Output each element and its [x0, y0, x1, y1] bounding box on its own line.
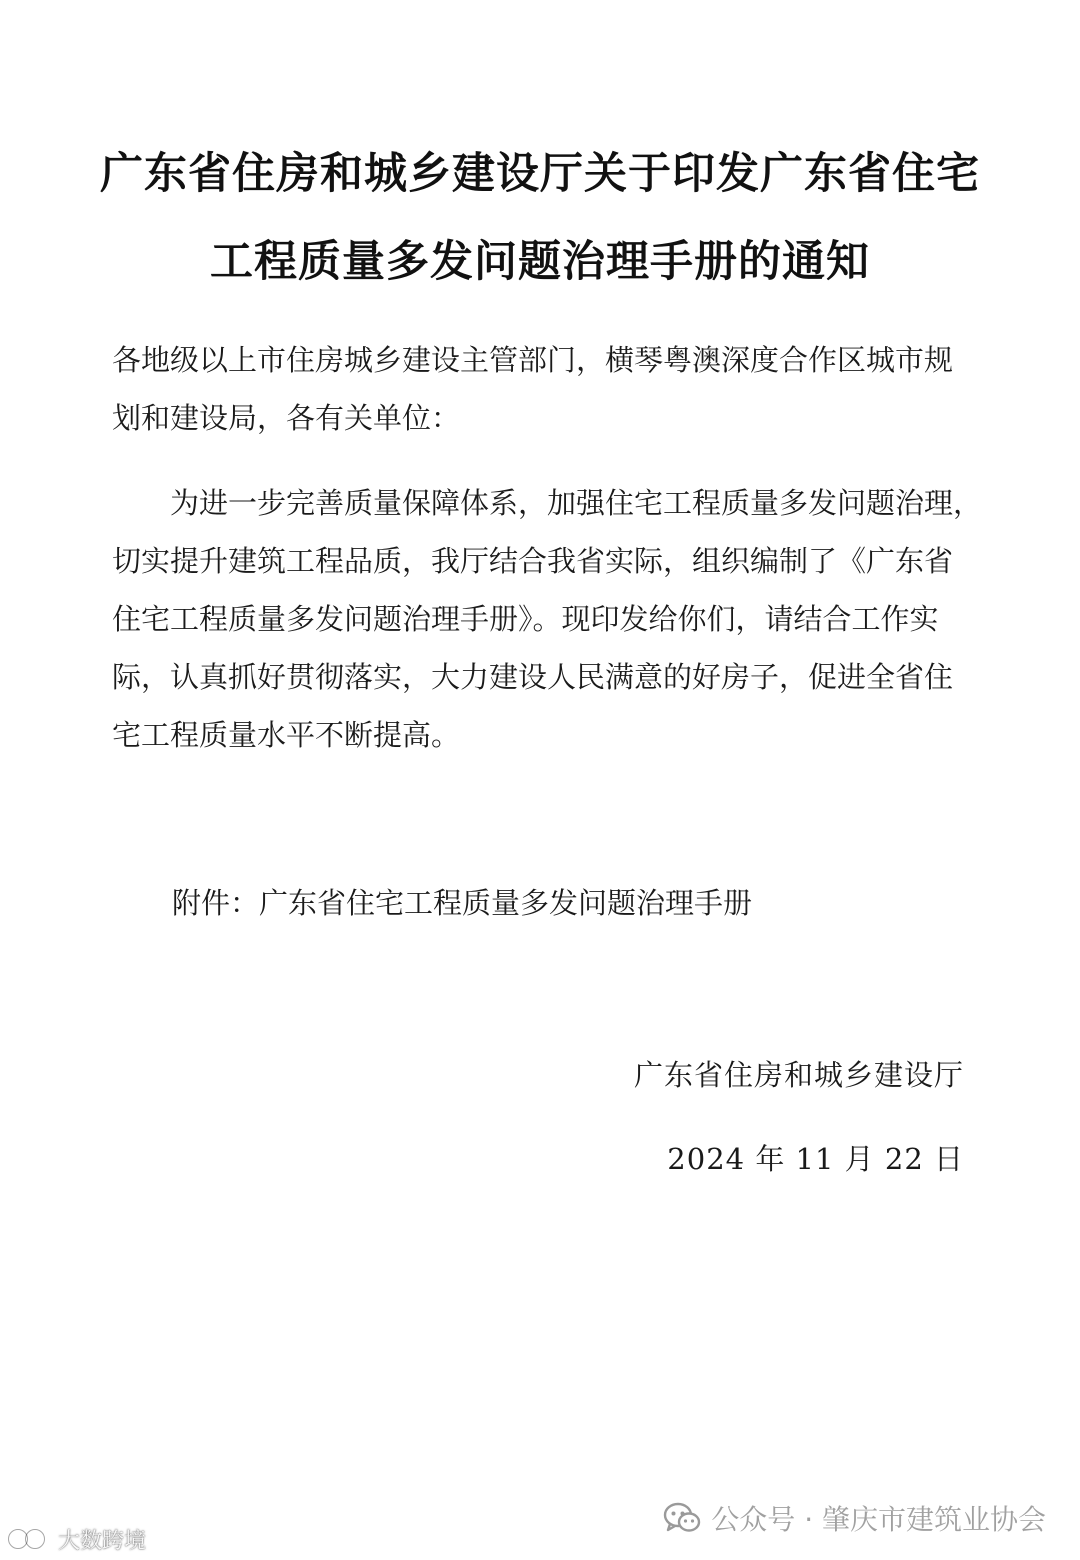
watermark-official-account: [663, 1488, 1046, 1548]
paragraph-line: 宅工程质量水平不断提高。: [112, 718, 461, 752]
salutation-line: 划和建设局，各有关单位：: [112, 401, 461, 435]
paragraph-line: 切实提升建筑工程品质，我厅结合我省实际，组织编制了《广东省: [112, 544, 954, 578]
paragraph-line: 际，认真抓好贯彻落实，大力建设人民满意的好房子，促进全省住: [112, 660, 954, 694]
document-title-line-2: 工程质量多发问题治理手册的通知: [210, 237, 870, 287]
paragraph-line: 为进一步完善质量保障体系，加强住宅工程质量多发问题治理，: [170, 486, 983, 520]
issuer-signature: 广东省住房和城乡建设厅: [633, 1058, 964, 1092]
document-title-line-1: 广东省住房和城乡建设厅关于印发广东省住宅: [100, 149, 980, 199]
watermark-source-text: 大数跨境: [58, 1528, 147, 1554]
logo-icon: [8, 1525, 52, 1553]
salutation-line: 各地级以上市住房城乡建设主管部门，横琴粤澳深度合作区城市规: [112, 343, 954, 377]
watermark-source: [8, 1522, 146, 1556]
salutation: [112, 331, 968, 447]
wechat-icon: [663, 1501, 701, 1535]
watermark-account-text: 公众号 · 肇庆市建筑业协会: [711, 1503, 1046, 1536]
attachment-note: 附件：广东省住宅工程质量多发问题治理手册: [172, 886, 753, 920]
issue-date: 2024 年 11 月 22 日: [667, 1142, 964, 1176]
body-paragraph: [112, 474, 983, 764]
paragraph-line: 住宅工程质量多发问题治理手册》。现印发给你们，请结合工作实: [112, 602, 939, 636]
